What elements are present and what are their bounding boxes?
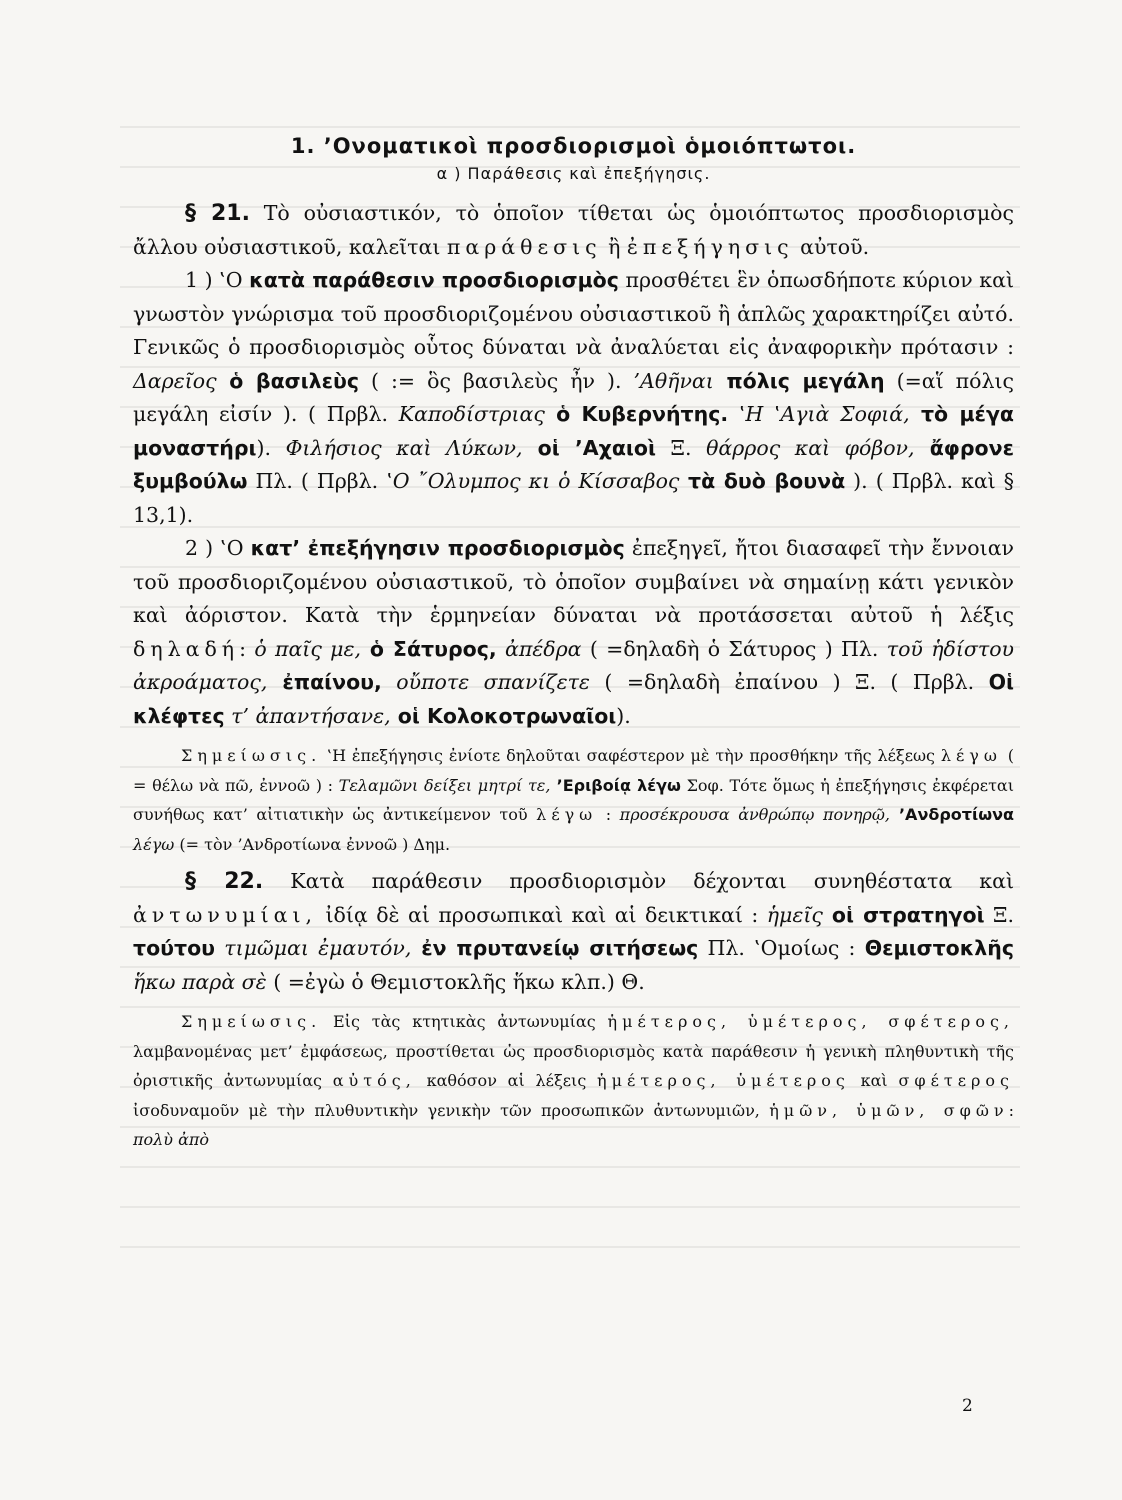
- paragraph-21-1: 1 ) ‛Ο κατὰ παράθεσιν προσδιορισμὸς προσθέτει ἓν ὁπωσδήποτε κύριον καὶ γνωστὸν γνώρισμα τοῦ προσδιοριζομένου οὐσιαστικοῦ ἢ ἁπλῶς χαρακτηρίζει αὐτό. Γενικῶς ὁ προσδιορισμὸς οὗτος δύναται νὰ ἀναλύεται εἰς ἀναφορικὴν πρότασιν : Δαρεῖος ὁ βασιλεὺς ( := ὃς βασιλεὺς ἦν ). ’Αθῆναι πόλις μεγάλη (=αἵ πόλις μεγάλη εἰσίν ). ( Πρβλ. Καποδίστριας ὁ Κυβερνήτης. ‛Η ‛Αγιὰ Σοφιά, τὸ μέγα μοναστήρι). Φιλήσιος καὶ Λύκων, οἱ ’Αχαιοὶ Ξ. θάρρος καὶ φόβον, ἄφρονε ξυμβούλω Πλ. ( Πρβλ. ‛Ο ῎Ολυμπος κι ὁ Κίσσαβος τὰ δυὸ βουνὰ ). ( Πρβλ. καὶ § 13,1).: [133, 268, 1015, 527]
- note-2: Σημείωσις. Εἰς τὰς κτητικὰς ἀντωνυμίας ἡμέτερος, ὑμέτερος, σφέτερος, λαμβανομένας μετ’ ἐμφάσεως, προστίθεται ὡς προσδιορισμὸς κατὰ παράθεσιν ἡ γενικὴ πληθυντικὴ τῆς ὀριστικῆς ἀντωνυμίας αὐτός, καθόσον αἱ λέξεις ἡμέτερος, ὑμέτερος καὶ σφέτερος ἰσοδυναμοῦν μὲ τὴν πλυθυντικὴν γενικὴν τῶν προσωπικῶν ἀντωνυμιῶν, ἡμῶν, ὑμῶν, σφῶν: πολὺ ἀπὸ: [133, 1012, 1015, 1149]
- section-title: 1. ’Ονοματικοὶ προσδιορισμοὶ ὁμοιόπτωτοι.: [290, 134, 857, 158]
- spaced-term: ἐπεξήγησις: [626, 234, 794, 259]
- paragraph-21: § 21. Τὸ οὐσιαστικόν, τὸ ὁποῖον τίθεται ὡς ὁμοιόπτωτος προσδιορισμὸς ἄλλου οὐσιαστικοῦ, καλεῖται παράθεσις ἢ ἐπεξήγησις αὐτοῦ.: [133, 201, 1014, 259]
- spaced-term: παράθεσις: [446, 234, 602, 259]
- section-subtitle: α ) Παράθεσις καὶ ἐπεξήγησις.: [436, 164, 711, 183]
- paragraph-21-2: 2 ) ‛Ο κατ’ ἐπεξήγησιν προσδιορισμὸς ἐπεξηγεῖ, ἤτοι διασαφεῖ τὴν ἔννοιαν τοῦ προσδιοριζομένου οὐσιαστικοῦ, τὸ ὁποῖον συμβαίνει νὰ σημαίνῃ κάτι γενικὸν καὶ ἀόριστον. Κατὰ τὴν ἑρμηνείαν δύναται νὰ προτάσσεται αὐτοῦ ἡ λέξις δηλαδή: ὁ παῖς με, ὁ Σάτυρος, ἀπέδρα ( =δηλαδὴ ὁ Σάτυρος ) Πλ. τοῦ ἡδίστου ἀκροάματος, ἐπαίνου, οὔποτε σπανίζετε ( =δηλαδὴ ἐπαίνου ) Ξ. ( Πρβλ. Οἱ κλέφτες τ’ ἀπαντήσανε, οἱ Κολοκοτρωναῖοι).: [133, 536, 1014, 728]
- section-mark-21: § 21.: [185, 201, 250, 226]
- section-mark-22: § 22.: [185, 869, 264, 894]
- page-number: 2: [962, 1396, 973, 1416]
- paragraph-22: § 22. Κατὰ παράθεσιν προσδιορισμὸν δέχονται συνηθέστατα καὶ ἀντωνυμίαι, ἰδίᾳ δὲ αἱ προσωπικαὶ καὶ αἱ δεικτικαί : ἡμεῖς οἱ στρατηγοὶ Ξ. τούτου τιμῶμαι ἐμαυτόν, ἐν πρυτανείῳ σιτήσεως Πλ. ‛Ομοίως : Θεμιστοκλῆς ἥκω παρὰ σὲ ( =ἐγὼ ὁ Θεμιστοκλῆς ἥκω κλπ.) Θ.: [133, 869, 1015, 994]
- note-1: Σημείωσις. ‛Η ἐπεξήγησις ἐνίοτε δηλοῦται σαφέστερον μὲ τὴν προσθήκην τῆς λέξεως λέγω ( = θέλω νὰ πῶ, ἐννοῶ ) : Τελαμῶνι δείξει μητρί τε, ’Εριβοίᾳ λέγω Σοφ. Τότε ὅμως ἡ ἐπεξήγησις ἐκφέρεται συνήθως κατ’ αἰτιατικὴν ὡς ἀντικείμενον τοῦ λέγω : προσέκρουσα ἀνθρώπῳ πονηρῷ, ’Ανδροτίωνα λέγω (= τὸν ’Ανδροτίωνα ἐννοῶ ) Δημ.: [133, 746, 1015, 854]
